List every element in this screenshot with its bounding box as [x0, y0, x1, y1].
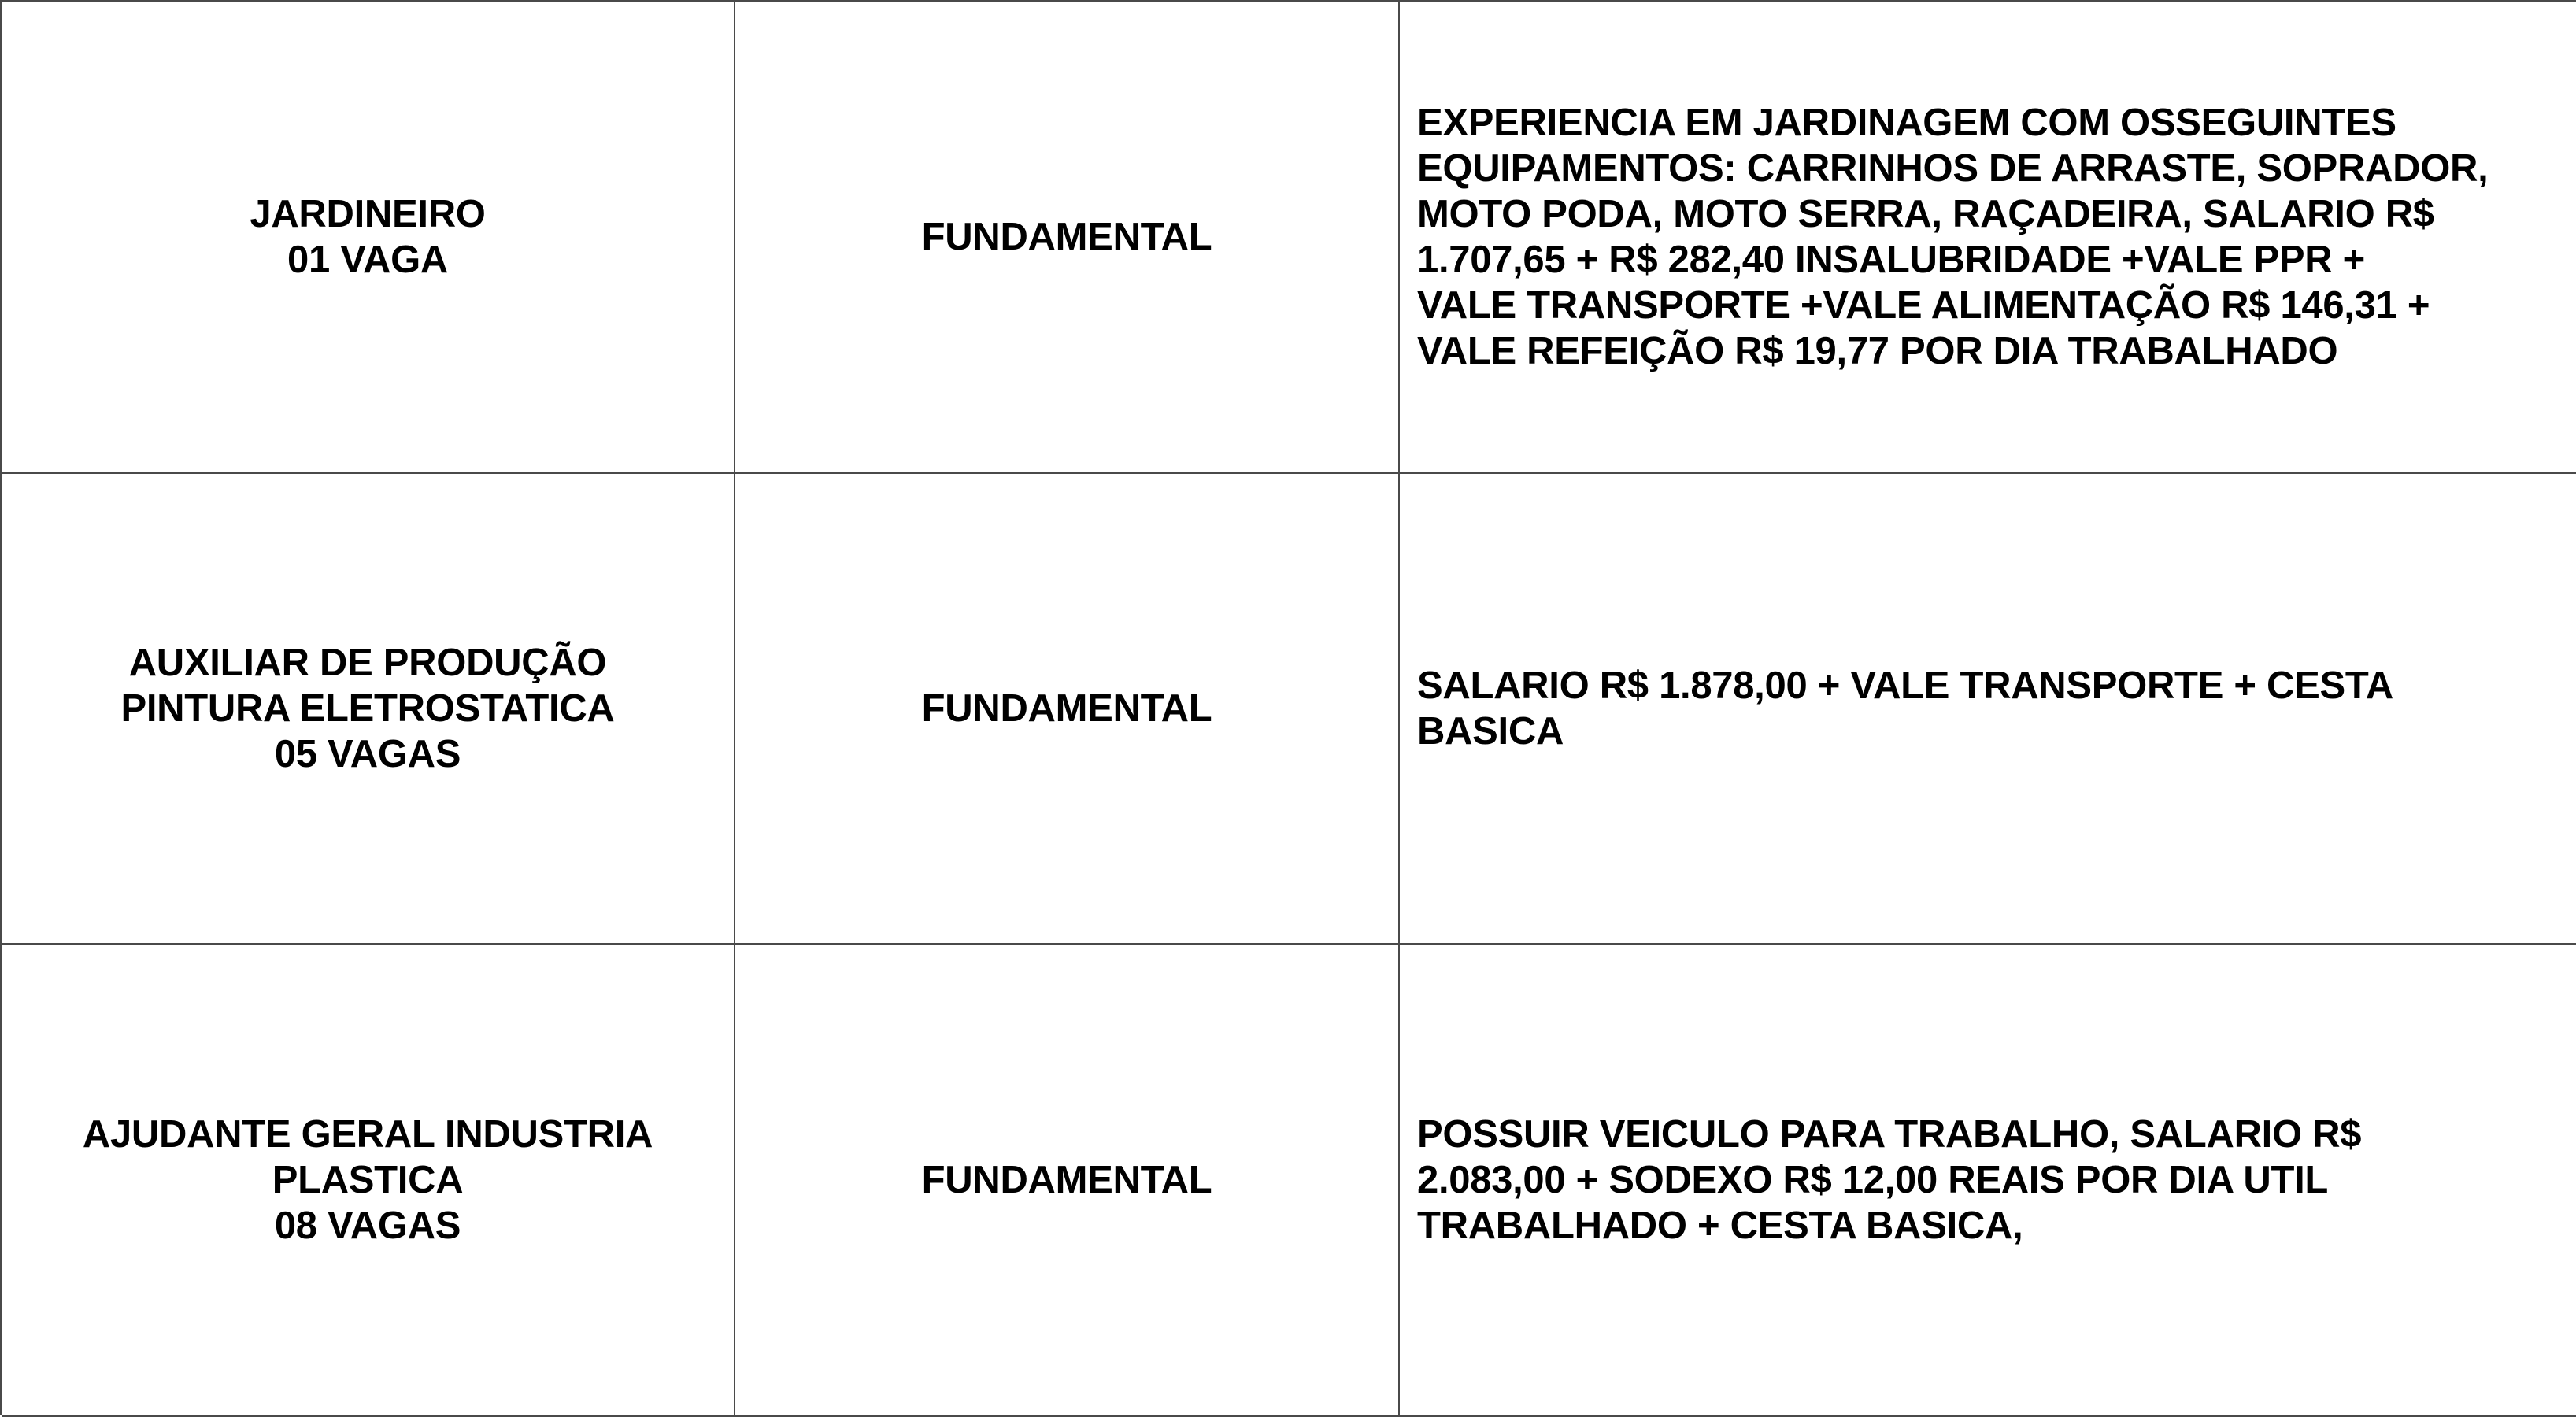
table-cell-job: [2, 945, 735, 1417]
job-description: EXPERIENCIA EM JARDINAGEM COM OSSEGUINTES EQUIPAMENTOS: CARRINHOS DE ARRASTE, SOPRADOR, MOTO PODA, MOTO SERRA, RAÇADEIRA, SALARIO R$ 1.707,65 + R$ 282,40 INSALUBRIDADE +VALE PPR + VALE TRANSPORTE +VALE ALIMENTAÇÃO R$ 146,31 + VALE REFEIÇÃO R$ 19,77 POR DIA TRABALHADO: [1417, 102, 2489, 372]
job-description: SALARIO R$ 1.878,00 + VALE TRANSPORTE + CESTA BASICA: [1417, 664, 2393, 753]
education-level: FUNDAMENTAL: [921, 687, 1212, 730]
table-cell-education: [735, 474, 1400, 945]
job-description: POSSUIR VEICULO PARA TRABALHO, SALARIO R$ 2.083,00 + SODEXO R$ 12,00 REAIS POR DIA UTIL TRABALHADO + CESTA BASICA,: [1417, 1113, 2362, 1247]
table-cell-job: [2, 474, 735, 945]
table-cell-job: [2, 2, 735, 474]
education-level: FUNDAMENTAL: [921, 1159, 1212, 1201]
education-level: FUNDAMENTAL: [921, 216, 1212, 258]
table-cell-education: [735, 945, 1400, 1417]
job-title: JARDINEIRO 01 VAGA: [250, 193, 486, 281]
job-title: AUXILIAR DE PRODUÇÃO PINTURA ELETROSTATICA 05 VAGAS: [120, 642, 615, 775]
table-cell-description: [1400, 2, 2576, 474]
table-cell-education: [735, 2, 1400, 474]
table-cell-description: [1400, 474, 2576, 945]
job-title: AJUDANTE GERAL INDUSTRIA PLASTICA 08 VAGAS: [82, 1113, 653, 1247]
table-cell-description: [1400, 945, 2576, 1417]
